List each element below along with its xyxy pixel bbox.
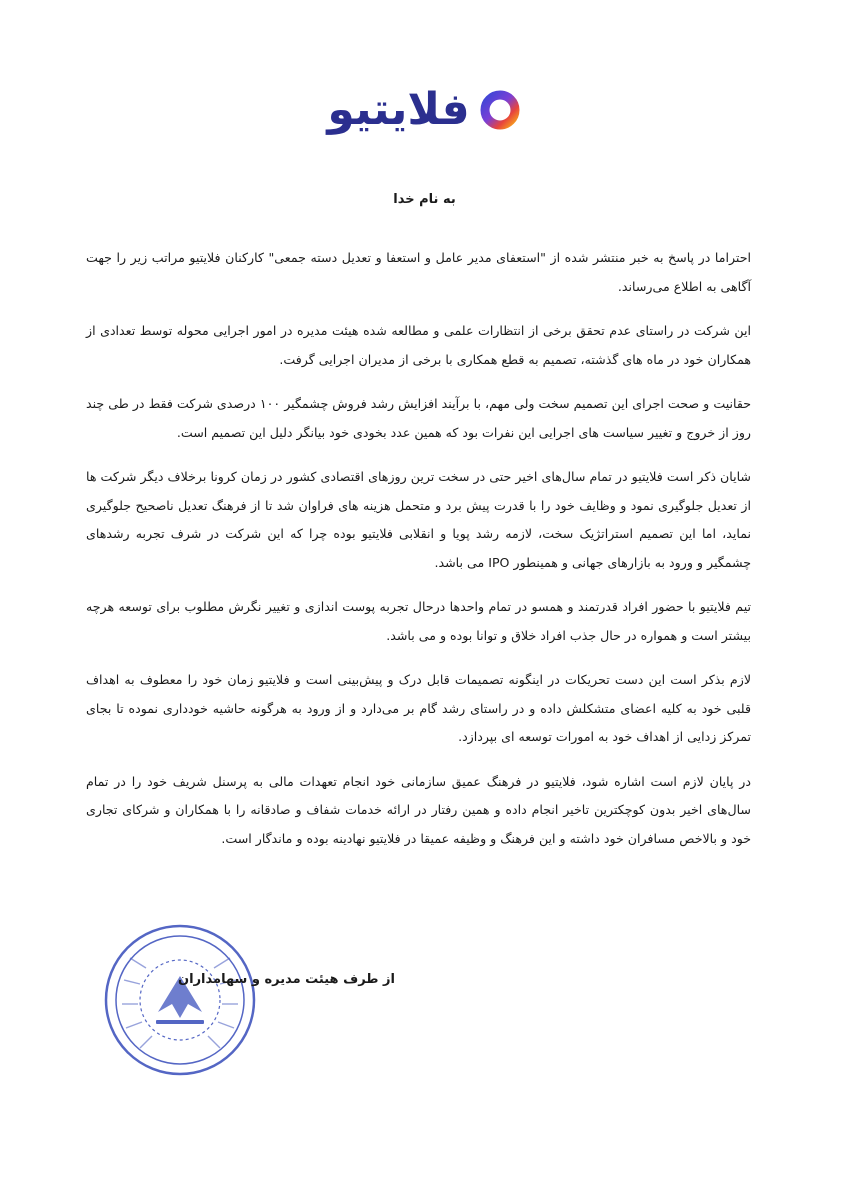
paragraph: این شرکت در راستای عدم تحقق برخی از انتظارات علمی و مطالعه شده هیئت مدیره در امور اجرایی محوله توسط تعدادی از همکاران خود در ماه های گذشته، تصمیم به قطع همکاری با برخی از مدیران اجرایی گرفت. — [86, 323, 751, 367]
company-seal-stamp — [100, 920, 260, 1080]
paragraph: شایان ذکر است فلایتیو در تمام سال‌های اخیر حتی در سخت ترین روزهای اقتصادی کشور در زمان کرونا برخلاف دیگر شرکت ها از تعدیل جلوگیری نمود و وظایف خود را با قدرت پیش برد و متحمل هزینه های فراوان شد تا از فرهنگ تعدیل ناصحیح جلوگیری نماید، اما این تصمیم استراتژیک سخت، لازمه رشد پویا و انقلابی فلایتیو بوده چرا که این شرکت در شرف تجربه رشدهای چشمگیر و ورود به بازارهای جهانی و همینطور IPO می باشد. — [86, 469, 751, 570]
paragraph: احتراما در پاسخ به خبر منتشر شده از "استعفای مدیر عامل و استعفا و تعدیل دسته جمعی" کارکنان فلایتیو مراتب زیر را جهت آگاهی به اطلاع می‌رساند. — [86, 250, 751, 294]
paragraph: تیم فلایتیو با حضور افراد قدرتمند و همسو در تمام واحدها درحال تجربه پوست اندازی و تغییر نگرش مطلوب برای توسعه هرچه بیشتر است و همواره در حال جذب افراد خلاق و توانا بوده و می باشد. — [86, 599, 751, 643]
paragraph: در پایان لازم است اشاره شود، فلایتیو در فرهنگ عمیق سازمانی خود انجام تعهدات مالی به پرسنل شریف خود را در تمام سال‌های اخیر بدون کوچکترین تاخیر انجام داده و همین رفتار در ارائه خدمات شفاف و صادقانه را با همکاران و شرکای تجاری خود و بالاخص مسافران خود داشته و این فرهنگ و وظیفه عمیقا در فلایتیو نهادینه بوده و ماندگار است. — [86, 773, 751, 846]
letter-salutation: به نام خدا — [393, 192, 456, 207]
brand-logo — [0, 84, 849, 135]
letter-body — [86, 244, 751, 869]
paragraph: حقانیت و صحت اجرای این تصمیم سخت ولی مهم، با برآیند افزایش رشد فروش چشمگیر ۱۰۰ درصدی شرکت فقط در طی چند روز از خروج و تغییر سیاست های اجرایی این نفرات بود که همین عدد بخودی خود بیانگر دلیل این تصمیم است. — [86, 396, 751, 440]
paragraph: لازم بذکر است این دست تحریکات در اینگونه تصمیمات قابل درک و پیش‌بینی است و فلایتیو زمان خود را معطوف به اهداف قلبی خود به کلیه اعضای متشکلش داده و در راستای رشد گام بر می‌دارد و از ورود به هرگونه حاشیه خودداری نموده تا بجای تمرکز زدایی از اهداف خود به امورات توسعه ای بپردازد. — [86, 672, 751, 744]
brand-name: فلایتیو — [327, 84, 470, 135]
ring-logo-icon — [478, 88, 522, 132]
letter-signoff: از طرف هیئت مدیره و سهامداران — [178, 972, 395, 987]
